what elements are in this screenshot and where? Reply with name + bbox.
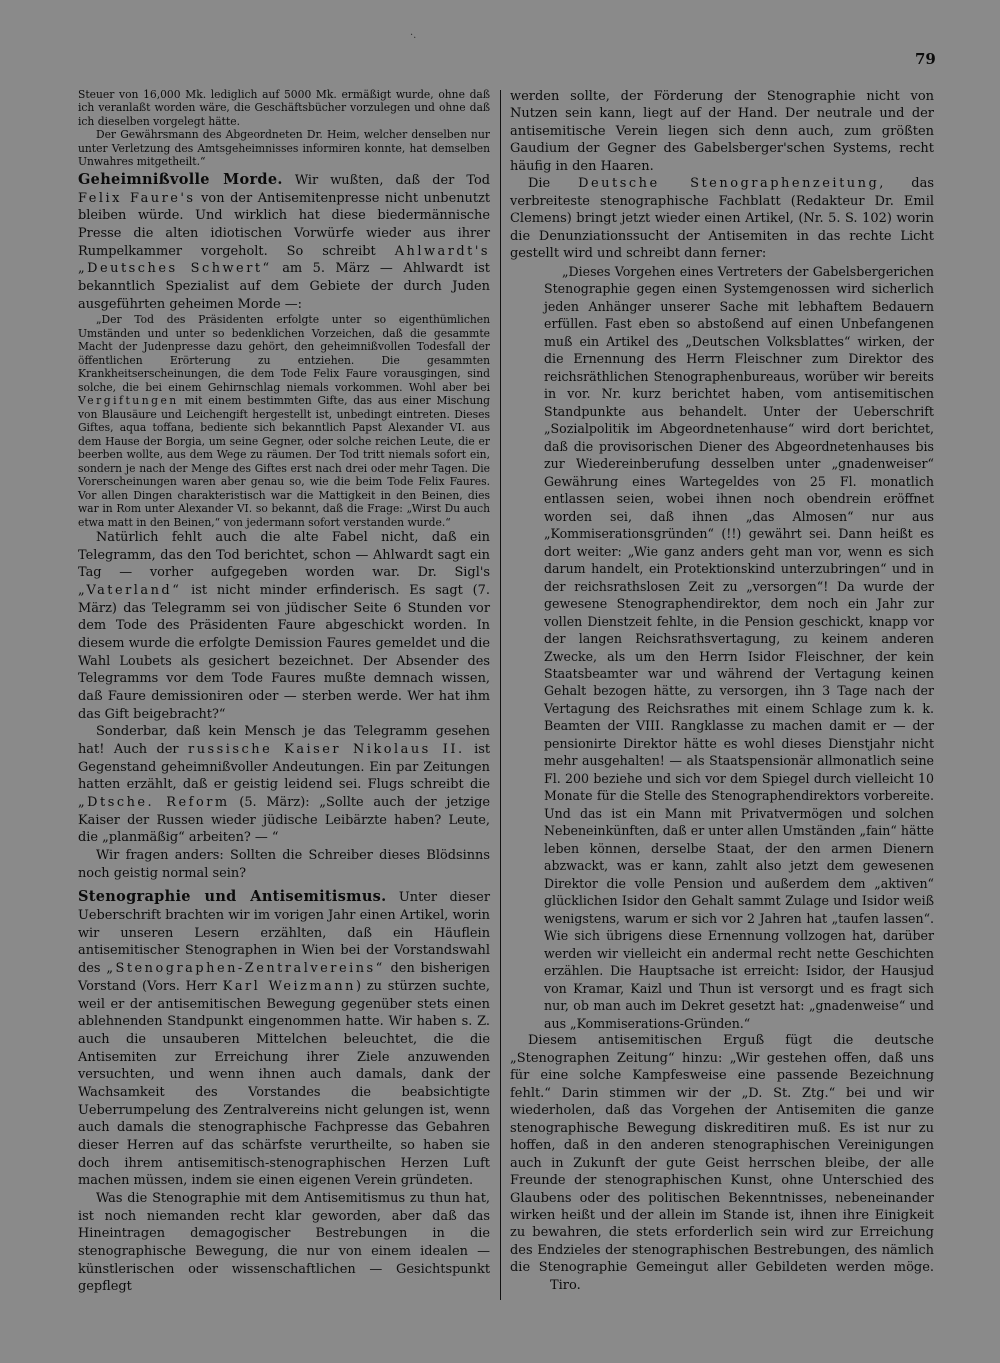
mysterious-murders-paragraph [78,171,490,313]
text-run: Sonderbar, daß kein Mensch je das Telegramm gesehen hat! Auch der [78,724,490,758]
text-run: mit einem bestimmten Gifte, das aus einer Mischung von Blausäure und Leichengift hergestellt ist, unbedingt eintreten. Dieses Giftes, aqua toffana, bediente sich bekanntlich Papst Alexander VI. aus dem Hause der Borgia, um seine Gegner, oder solche reichen Leute, die er beerben wollte, aus dem Wege zu räumen. Der Tod tritt niemals sofort ein, sondern je nach der Menge des Giftes erst nach drei oder mehr Tagen. Die Vorerscheinungen waren aber genau so, wie die beim Tode Felix Faures. Vor allen Dingen charakteristisch war die Mattigkeit in den Beinen, dies war in Rom unter Alexander VI. so bekannt, daß die Frage: „Wirst Du auch etwa matt in den Beinen,“ von jedermann sofort verstanden wurde.“ [78,394,490,529]
telegram-paragraph [78,529,490,723]
text-run: ) zu stürzen suchte, weil er der antisemitischen Bewegung gegenüber stets einen ablehnenden Standpunkt eingenommen hatte. Wir haben s. Z. auch die unsauberen Mittelchen beleuchtet, die die Antisemiten zur Erreichung ihrer Ziele anzuwenden versuchten, und wenn ihnen auch damals, dank der Wachsamkeit des Vorstandes die beabsichtigte Ueberrumpelung des Zentralvereins nicht gelungen ist, wenn auch damals die stenographische Fachpresse das Gebahren dieser Herren auf das schärfste verurtheilte, so haben sie doch ihrem antisemitisch-stenographischen Herzen Luft machen müssen, indem sie einen eigenen Verein gründeten. [78,978,491,1189]
text-run: ist nicht minder erfinderisch. Es sagt (7. März) das Telegramm sei von jüdischer Seite 6 Stunden vor dem Tode des Präsidenten Faure abgeschickt worden. In diesem wurde die erfolgte Demission Faures gemeldet und die Wahl Loubets als gesichert bezeichnet. Der Absender des Telegramms vor dem Tode Faures mußte demnach wissen, daß Faure demissioniren oder — sterben werde. Wer hat ihm das Gift beigebracht?“ [78,583,490,722]
text-run: ist Gegenstand geheimnißvoller Andeutungen. Ein par Zeitungen hatten erzählt, daß er geistig leidend sei. Flugs schreibt die [78,742,491,793]
section-heading-stenography: Stenographie und Antisemitismus. [78,888,387,906]
text-run: Die [528,176,579,192]
signature: Tiro. [550,1277,581,1293]
closing-paragraph [510,1032,934,1294]
spaced-source-stenographenzeitung: Deutsche Stenographenzeitung [578,176,880,192]
right-continuation-paragraph: werden sollte, der Förderung der Stenographie nicht von Nutzen sein kann, liegt auf der Hand. Der neutrale und der antisemitische Verein liegen sich denn auch, zum größten Gaudium der Gegner des Gabelsberger'schen Systems, recht häufig in den Haaren. [510,89,934,174]
page-number: 79 [915,50,936,68]
russian-tsar-paragraph [78,723,490,847]
spaced-name-faure: Felix Faure's [78,190,196,206]
left-intro-paragraph: Steuer von 16,000 Mk. lediglich auf 5000 Mk. ermäßigt wurde, ohne daß ich veranlaßt worden wäre, die Geschäftsbücher vorzulegen und ohne daß ich dieselben vorgelegt hätte. [78,88,490,128]
text-run: , das verbreiteste stenographische Fachblatt (Redakteur Dr. Emil Clemens) bringt jetzt wieder einen Artikel, (Nr. 5. S. 102) worin die Denunziationssucht der Antisemiten in das rechte Licht gestellt wird und schreibt dann ferner: [510,176,934,262]
spaced-source-vaterland: „Vaterland“ [78,583,182,599]
page-top-mark: ·. [410,30,417,41]
text-run: am 5. März — Ahlwardt ist bekanntlich Spezialist auf dem Gebiete der durch Juden ausgeführten geheimen Morde —: [78,261,490,312]
stenographenzeitung-quote: „Dieses Vorgehen eines Vertreters der Gabelsbergerichen Stenographie gegen einen Systemgenossen wird sicherlich jeden Anhänger unserer Sache mit lebhaftem Bedauern erfüllen. Fast eben so abstoßend auf einen Unbefangenen muß ein Artikel des „Deutschen Volksblattes“ wirken, der die Ernennung des Herrn Fleischner zum Direktor des reichsräthlichen Stenographenbureaus, worüber wir bereits in vor. Nr. kurz berichtet haben, vom antisemitischen Standpunkte aus behandelt. Unter der Ueberschrift „Sozialpolitik im Abgeordnetenhause“ wird dort berichtet, daß die provisorischen Diener des Abgeordnetenhauses bis zur Wiedereinberufung desselben unter „gnadenweiser“ Gewährung eines Wartegeldes von 25 Fl. monatlich entlassen seien, wobei ihnen noch obendrein eröffnet worden sei, daß ihnen „das Almosen“ nur aus „Kommiserationsgründen“ (!!) gewährt sei. Dann heißt es dort weiter: „Wie ganz anders geht man vor, wenn es sich darum handelt, ein Protektionskind unterzubringen“ und in der reichsrathslosen Zeit zu „versorgen“! Da wurde der gewesene Stenographendirektor, dem noch ein Jahr zur vollen Dienstzeit fehlte, in die Pension geschickt, knapp vor der langen Reichsrathsvertagung, zu keinem anderen Zwecke, als um den Herrn Isidor Fleischner, der kein Staatsbeamter war und während der Vertagung keinen Gehalt bezogen hätte, zu versorgen, ihn 3 Tage nach der Vertagung des Reichsrathes mit einem Schlage zum k. k. Beamten der VIII. Rangklasse zu machen damit er — der pensionirte Direktor hätte es wohl dieses Dienstjahr nicht mehr ausgehalten! — als Staatspensionär allmonatlich seine Fl. 200 beziehe und sich vor dem Spiegel durch vielleicht 10 Monate für die Stelle des Stenographendirektors vorbereite. Und das ist ein Mann mit Privatvermögen und solchen Nebeneinkünften, daß er unter allen Umständen „fain“ hätte leben können, derselbe Staat, der den armen Dienern abzwackt, was er kann, zahlt also jetzt dem gewesenen Direktor die volle Pension und außerdem dem „aktiven“ glücklichen Isidor den Gehalt sammt Zulage und Isidor weiß wenigstens, warum er sich vor 2 Jahren hat „taufen lassen“. Wie sich übrigens diese Ernennung vollzogen hat, darüber werden wir vielleicht ein andermal recht nette Geschichten erzählen. Die Hauptsache ist erreicht: Isidor, der Hausjud von Kramar, Kaizl und Thun ist versorgt und es fragt sich nur, ob man auch im Dekret gesetzt hat: „gnadenweise“ und aus „Kommiserations-Gründen.“ [544,263,934,1031]
stenography-paragraph [78,888,490,1189]
spaced-word-poisonings: Vergiftungen [78,394,179,408]
spaced-name-nicholas: russische Kaiser Nikolaus II. [188,742,465,758]
text-run: den bisherigen Vorstand (Vors. Herr [78,961,490,994]
stenographenzeitung-paragraph [510,175,934,262]
right-column [510,88,934,1294]
text-run: Wir wußten, daß der Tod [282,172,490,188]
text-run: Diesem antisemitischen Erguß fügt die deutsche „Stenographen Zeitung“ hinzu: „Wir gestehen offen, daß uns für eine solche Kampfesweise eine passende Bezeichnung fehlt.“ Darin stimmen wir der „D. St. Ztg.“ bei und wir wiederholen, daß das Vorgehen der Antisemiten die ganze stenographische Bewegung diskreditiren muß. Es ist nur zu hoffen, daß in den anderen stenographischen Vereinigungen auch in Zukunft der gute Geist herrschen bleibe, der alle Freunde der stenographischen Kunst, ohne Unterschied des Glaubens oder des politischen Bekenntnisses, nebeneinander wirken heißt und der allein im Stande ist, ihnen ihre Einigkeit zu bewahren, die stets erforderlich sein wird zur Erreichung des Endzieles der stenographischen Bestrebungen, des nämlich die Stenographie Gemeingut aller Gebildeten werden möge. [510,1033,934,1276]
text-run: (5. März): „Sollte auch der jetzige Kaiser der Russen wieder jüdische Leibärzte haben? Leute, die „planmäßig“ arbeiten? — “ [78,795,490,846]
spaced-name-weizmann: Karl Weizmann [222,978,356,994]
column-divider [500,90,501,1300]
section-heading-mysterious-murders: Geheimnißvolle Morde. [78,170,283,188]
text-run: von der Antisemitenpresse nicht unbenutzt bleiben würde. Und wirklich hat diese biedermännische Presse die alten idiotischen Vorwürfe wieder aus ihrer Rumpelkammer vorgeholt. So schreibt [78,190,491,259]
spaced-source-ahlwardt: Ahlwardt's „Deutsches Schwert“ [78,243,490,277]
left-column [78,88,490,1296]
left-informant-paragraph: Der Gewährsmann des Abgeordneten Dr. Heim, welcher denselben nur unter Verletzung des Amtsgeheimnisses informiren konnte, hat demselben Unwahres mitgetheilt.“ [78,128,490,169]
text-run: Unter dieser Ueberschrift brachten wir im vorigen Jahr einen Artikel, worin wir unseren Lesern erzählten, daß ein Häuflein antisemitischer Stenographen in Wien bei der Vorstandswahl des [78,890,490,977]
ahlwardt-quote [78,313,490,529]
stenography-antisemitism-paragraph: Was die Stenographie mit dem Antisemitismus zu thun hat, ist noch niemanden recht klar geworden, aber daß das Hineintragen demagogischer Bestrebungen in die stenographische Bewegung, die nur von einem idealen — künstlerischen oder wissenschaftlichen — Gesichtspunkt gepflegt [78,1190,490,1295]
text-run: „Der Tod des Präsidenten erfolgte unter so eigenthümlichen Umständen und unter so bedenklichen Vorzeichen, daß die gesammte Macht der Judenpresse dazu gehört, den geheimnißvollen Todesfall der öffentlichen Erörterung zu entziehen. Die gesammten Krankheitserscheinungen, die dem Tode Felix Faure vorausgingen, sind solche, die bei einem Gehirnschlag niemals vorkommen. Wohl aber bei [78,313,490,394]
spaced-source-reform: „Dtsche. Reform [78,795,230,811]
sanity-question-paragraph: Wir fragen anders: Sollten die Schreiber dieses Blödsinns noch geistig normal sein? [78,848,490,881]
spaced-source-zentralverein: „Stenographen-Zentralvereins“ [106,961,385,977]
text-run: Natürlich fehlt auch die alte Fabel nicht, daß ein Telegramm, das den Tod berichtet, schon — Ahlwardt sagt ein Tag — vorher aufgegeben worden war. Dr. Sigl's [78,530,490,581]
